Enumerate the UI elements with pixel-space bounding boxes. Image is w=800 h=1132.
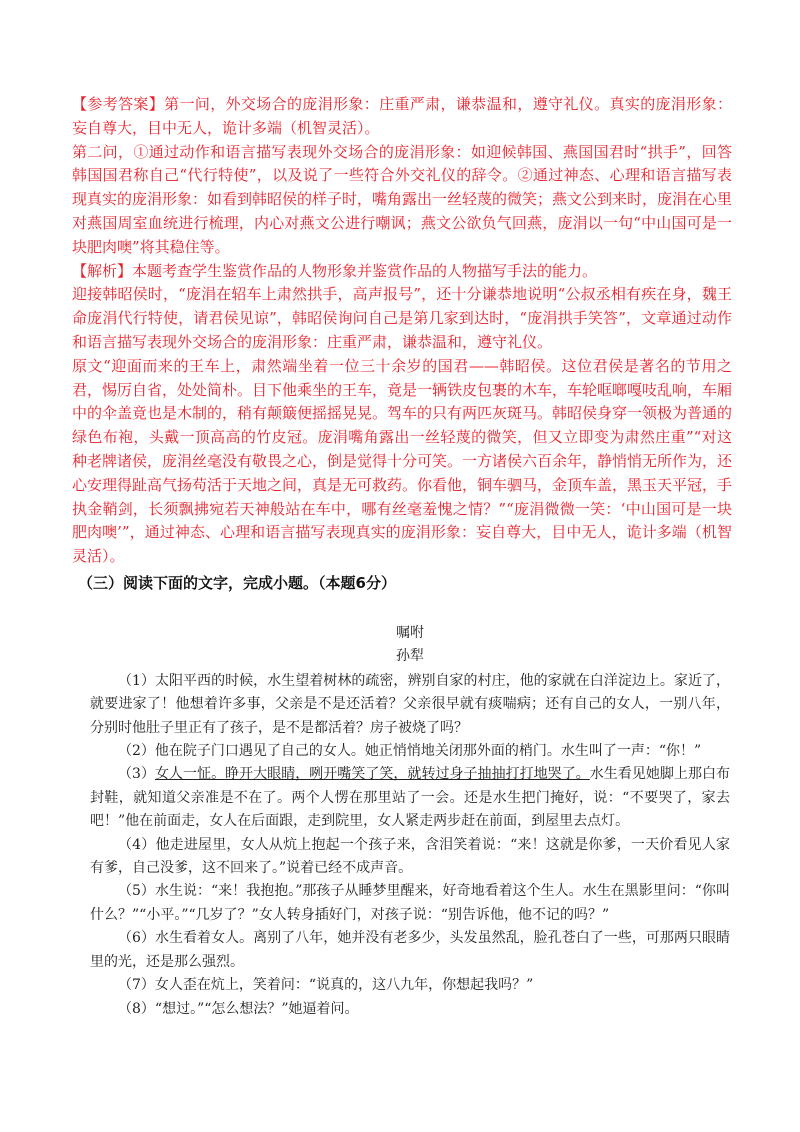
- answer-paragraph-2: [72, 141, 732, 260]
- answer-text: 第一问，外交场合的庞涓形象：庄重严肃，谦恭温和，遵守礼仪。真实的庞涓形象：妄自尊大，目中无人，诡计多端（机智灵活）。: [72, 95, 732, 137]
- story-paragraph-6: （6）水生看着女人。离别了八年，她并没有老多少，头发虽然乱，脸孔苍白了一些，可那两只眼睛里的光，还是那么强烈。: [90, 930, 730, 970]
- section-title: （三）阅读下面的文字，完成小题。（本题6分）: [78, 574, 396, 592]
- story: [90, 622, 730, 1021]
- analysis-paragraph-3: [72, 355, 732, 569]
- story-paragraph-2: （2）他在院子门口遇见了自己的女人。她正悄悄地关闭那外面的梢门。水生叫了一声：“你！”: [118, 743, 702, 760]
- story-paragraph-8: （8）“想过。”“怎么想法？”她逼着问。: [118, 1000, 359, 1017]
- analysis-text: 迎接韩昭侯时，“庞涓在轺车上肃然拱手，高声报号”，还十分谦恭地说明“公叔丞相有疾在身，魏王命庞涓代行特使，请君侯见谅”，韩昭侯询问自己是第几家到达时，“庞涓拱手笑答”，文章通过动作和语言描写表现外交场合的庞涓形象：庄重严肃，谦恭温和，遵守礼仪。: [72, 285, 732, 351]
- analysis-paragraph-2: [72, 283, 732, 354]
- story-title: 嘱咐: [396, 625, 424, 641]
- underlined-sentence: 女人一怔。睁开大眼睛，咧开嘴笑了笑，就转过身子抽抽打打地哭了。: [154, 766, 590, 783]
- story-paragraph-1: （1）太阳平西的时候，水生望着树林的疏密，辨别自家的村庄，他的家就在白洋淀边上。家近了，就要进家了！他想着许多事，父亲是不是还活着？父亲很早就有痰喘病；还有自己的女人，一别八年，分别时他肚子里正有了孩子，是不是都活着？房子被烧了吗？: [90, 672, 730, 736]
- analysis-label: 【解析】: [72, 261, 133, 280]
- story-paragraph-5: （5）水生说：“来！我抱抱。”那孩子从睡梦里醒来，好奇地看着这个生人。水生在黑影里问：“你叫什么？”“小平。”“几岁了？”女人转身插好门，对孩子说：“别告诉他，他不记的吗？”: [90, 883, 730, 923]
- story-author: 孙犁: [396, 648, 424, 665]
- story-paragraph-7: （7）女人歪在炕上，笑着问：“说真的，这八九年，你想起我吗？”: [118, 977, 534, 994]
- answer-label: 【参考答案】: [72, 95, 165, 113]
- analysis-paragraph-1: [72, 260, 732, 284]
- answer-text: 第二问，①通过动作和语言描写表现外交场合的庞涓形象：如迎候韩国、燕国国君时“拱手”，回答韩国国君称自己“代行特使”，以及说了一些符合外交礼仪的辞令。②通过神态、心理和语言描写表现真实的庞涓形象：如看到韩昭侯的样子时，嘴角露出一丝轻蔑的微笑；燕文公到来时，庞涓在心里对燕国周室血统进行梳理，内心对燕文公进行嘲讽；燕文公欲负气回燕，庞涓以一句“中山国可是一块肥肉噢”将其稳住等。: [72, 142, 733, 256]
- analysis-text: 原文“迎面而来的王车上，肃然端坐着一位三十余岁的国君——韩昭侯。这位君侯是著名的节用之君，惕厉自省，处处简朴。目下他乘坐的王车，竟是一辆铁皮包裹的木车，车轮哐啷嘎吱乱响，车厢中的伞盖竟也是木制的，稍有颠簸便摇摇晃晃。驾车的只有两匹灰斑马。韩昭侯身穿一领极为普通的绿色布袍，头戴一顶高高的竹皮冠。庞涓嘴角露出一丝轻蔑的微笑，但又立即变为肃然庄重”“对这种老牌诸侯，庞涓丝毫没有敬畏之心，倒是觉得十分可笑。一方诸侯六百余年，静悄悄无所作为，还心安理得趾高气扬苟活于天地之间，真是无可救药。你看他，铜车驷马，金顶车盖，黑玉天平冠，手执金鞘剑，长须飘拂宛若天神般站在车中，哪有丝毫羞愧之情？”“庞涓微微一笑：‘中山国可是一块肥肉噢’”，通过神态、心理和语言描写表现真实的庞涓形象：妄自尊大，目中无人，诡计多端（机智灵活）。: [72, 356, 733, 566]
- answer-paragraph-1: [72, 93, 732, 141]
- answer-block: [72, 93, 732, 569]
- analysis-text: 本题考查学生鉴赏作品的人物形象并鉴赏作品的人物描写手法的能力。: [132, 261, 598, 280]
- story-paragraph-4: （4）他走进屋里，女人从炕上抱起一个孩子来，含泪笑着说：“来！这就是你爹，一天价看见人家有爹，自己没爹，这不回来了。”说着已经不成声音。: [90, 836, 730, 877]
- story-paragraph-3: （3）女人一怔。睁开大眼睛，咧开嘴笑了笑，就转过身子抽抽打打地哭了。水生看见她脚上那白布封鞋，就知道父亲准是不在了。两个人愣在那里站了一会。还是水生把门掩好，说：“不要哭了，家去吧！”他在前面走，女人在后面跟，走到院里，女人紧走两步赶在前面，到屋里去点灯。: [90, 766, 730, 830]
